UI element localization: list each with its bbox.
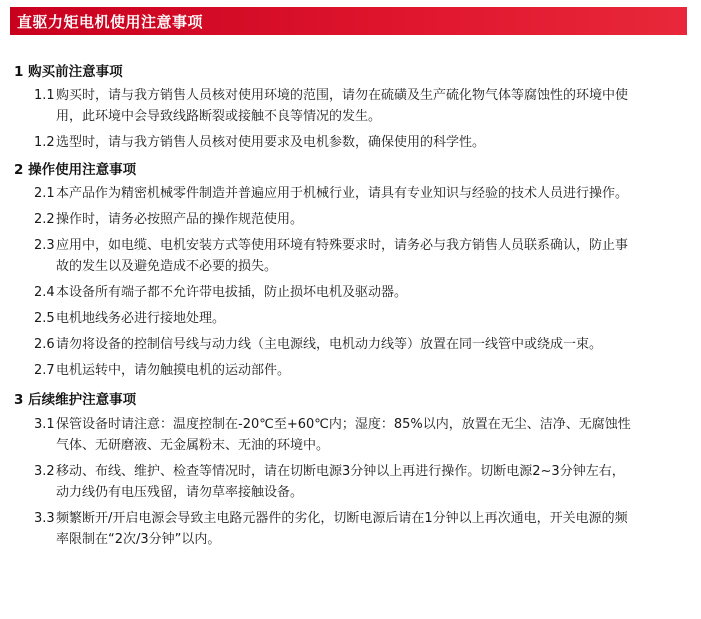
section-operation: [0, 160, 701, 381]
item-number: 3.1: [34, 417, 55, 432]
item-number: 1.1: [34, 88, 55, 103]
list-item: [0, 461, 701, 503]
list-item: [0, 235, 701, 277]
item-text: 操作时，请务必按照产品的操作规范使用。: [56, 212, 304, 227]
item-number: 2.4: [34, 285, 55, 300]
item-text: 保管设备时请注意：温度控制在-20℃至+60℃内；湿度：85%以内，放置在无尘、洁净、无腐蚀性气体、无研磨液、无金属粉末、无油的环境中。: [56, 417, 631, 453]
list-item: [0, 85, 701, 127]
section-heading: 1 购买前注意事项: [14, 64, 123, 80]
item-text: 本产品作为精密机械零件制造并普遍应用于机械行业，请具有专业知识与经验的技术人员进行操作。: [56, 186, 629, 201]
section-heading: 3 后续维护注意事项: [14, 392, 137, 408]
list-item: [0, 209, 701, 230]
list-item: [0, 282, 701, 303]
title-banner: [10, 7, 687, 35]
item-text: 移动、布线、维护、检查等情况时，请在切断电源3分钟以上再进行操作。切断电源2~3分钟左右，动力线仍有电压残留，请勿草率接触设备。: [56, 464, 625, 500]
list-item: [0, 360, 701, 381]
list-item: [0, 132, 701, 153]
list-item: [0, 183, 701, 204]
item-text: 选型时，请与我方销售人员核对使用要求及电机参数，确保使用的科学性。: [56, 135, 486, 150]
item-text: 电机地线务必进行接地处理。: [56, 311, 226, 326]
item-number: 3.3: [34, 511, 55, 526]
item-text: 购买时，请与我方销售人员核对使用环境的范围，请勿在硫磺及生产硫化物气体等腐蚀性的环境中使用，此环境中会导致线路断裂或接触不良等情况的发生。: [56, 88, 629, 124]
page-title: 直驱力矩电机使用注意事项: [17, 12, 204, 31]
item-text: 请勿将设备的控制信号线与动力线（主电源线，电机动力线等）放置在同一线管中或绕成一束。: [56, 337, 603, 352]
item-number: 1.2: [34, 135, 55, 150]
list-item: [0, 414, 701, 456]
item-number: 2.3: [34, 238, 55, 253]
notice-content: [0, 62, 701, 550]
item-text: 本设备所有端子都不允许带电拔插，防止损坏电机及驱动器。: [56, 285, 408, 300]
section-heading: 2 操作使用注意事项: [14, 162, 137, 178]
list-item: [0, 334, 701, 355]
list-item: [0, 308, 701, 329]
list-item: [0, 508, 701, 550]
item-number: 2.5: [34, 311, 55, 326]
section-before-purchase: [0, 62, 701, 153]
item-number: 3.2: [34, 464, 55, 479]
item-text: 频繁断开/开启电源会导致主电路元器件的劣化，切断电源后请在1分钟以上再次通电，开关电源的频率限制在“2次/3分钟”以内。: [56, 511, 628, 547]
item-number: 2.2: [34, 212, 55, 227]
item-number: 2.1: [34, 186, 55, 201]
item-number: 2.7: [34, 363, 55, 378]
section-maintenance: [0, 390, 701, 550]
item-number: 2.6: [34, 337, 55, 352]
item-text: 应用中，如电缆、电机安装方式等使用环境有特殊要求时，请务必与我方销售人员联系确认，防止事故的发生以及避免造成不必要的损失。: [56, 238, 629, 274]
item-text: 电机运转中，请勿触摸电机的运动部件。: [56, 363, 291, 378]
